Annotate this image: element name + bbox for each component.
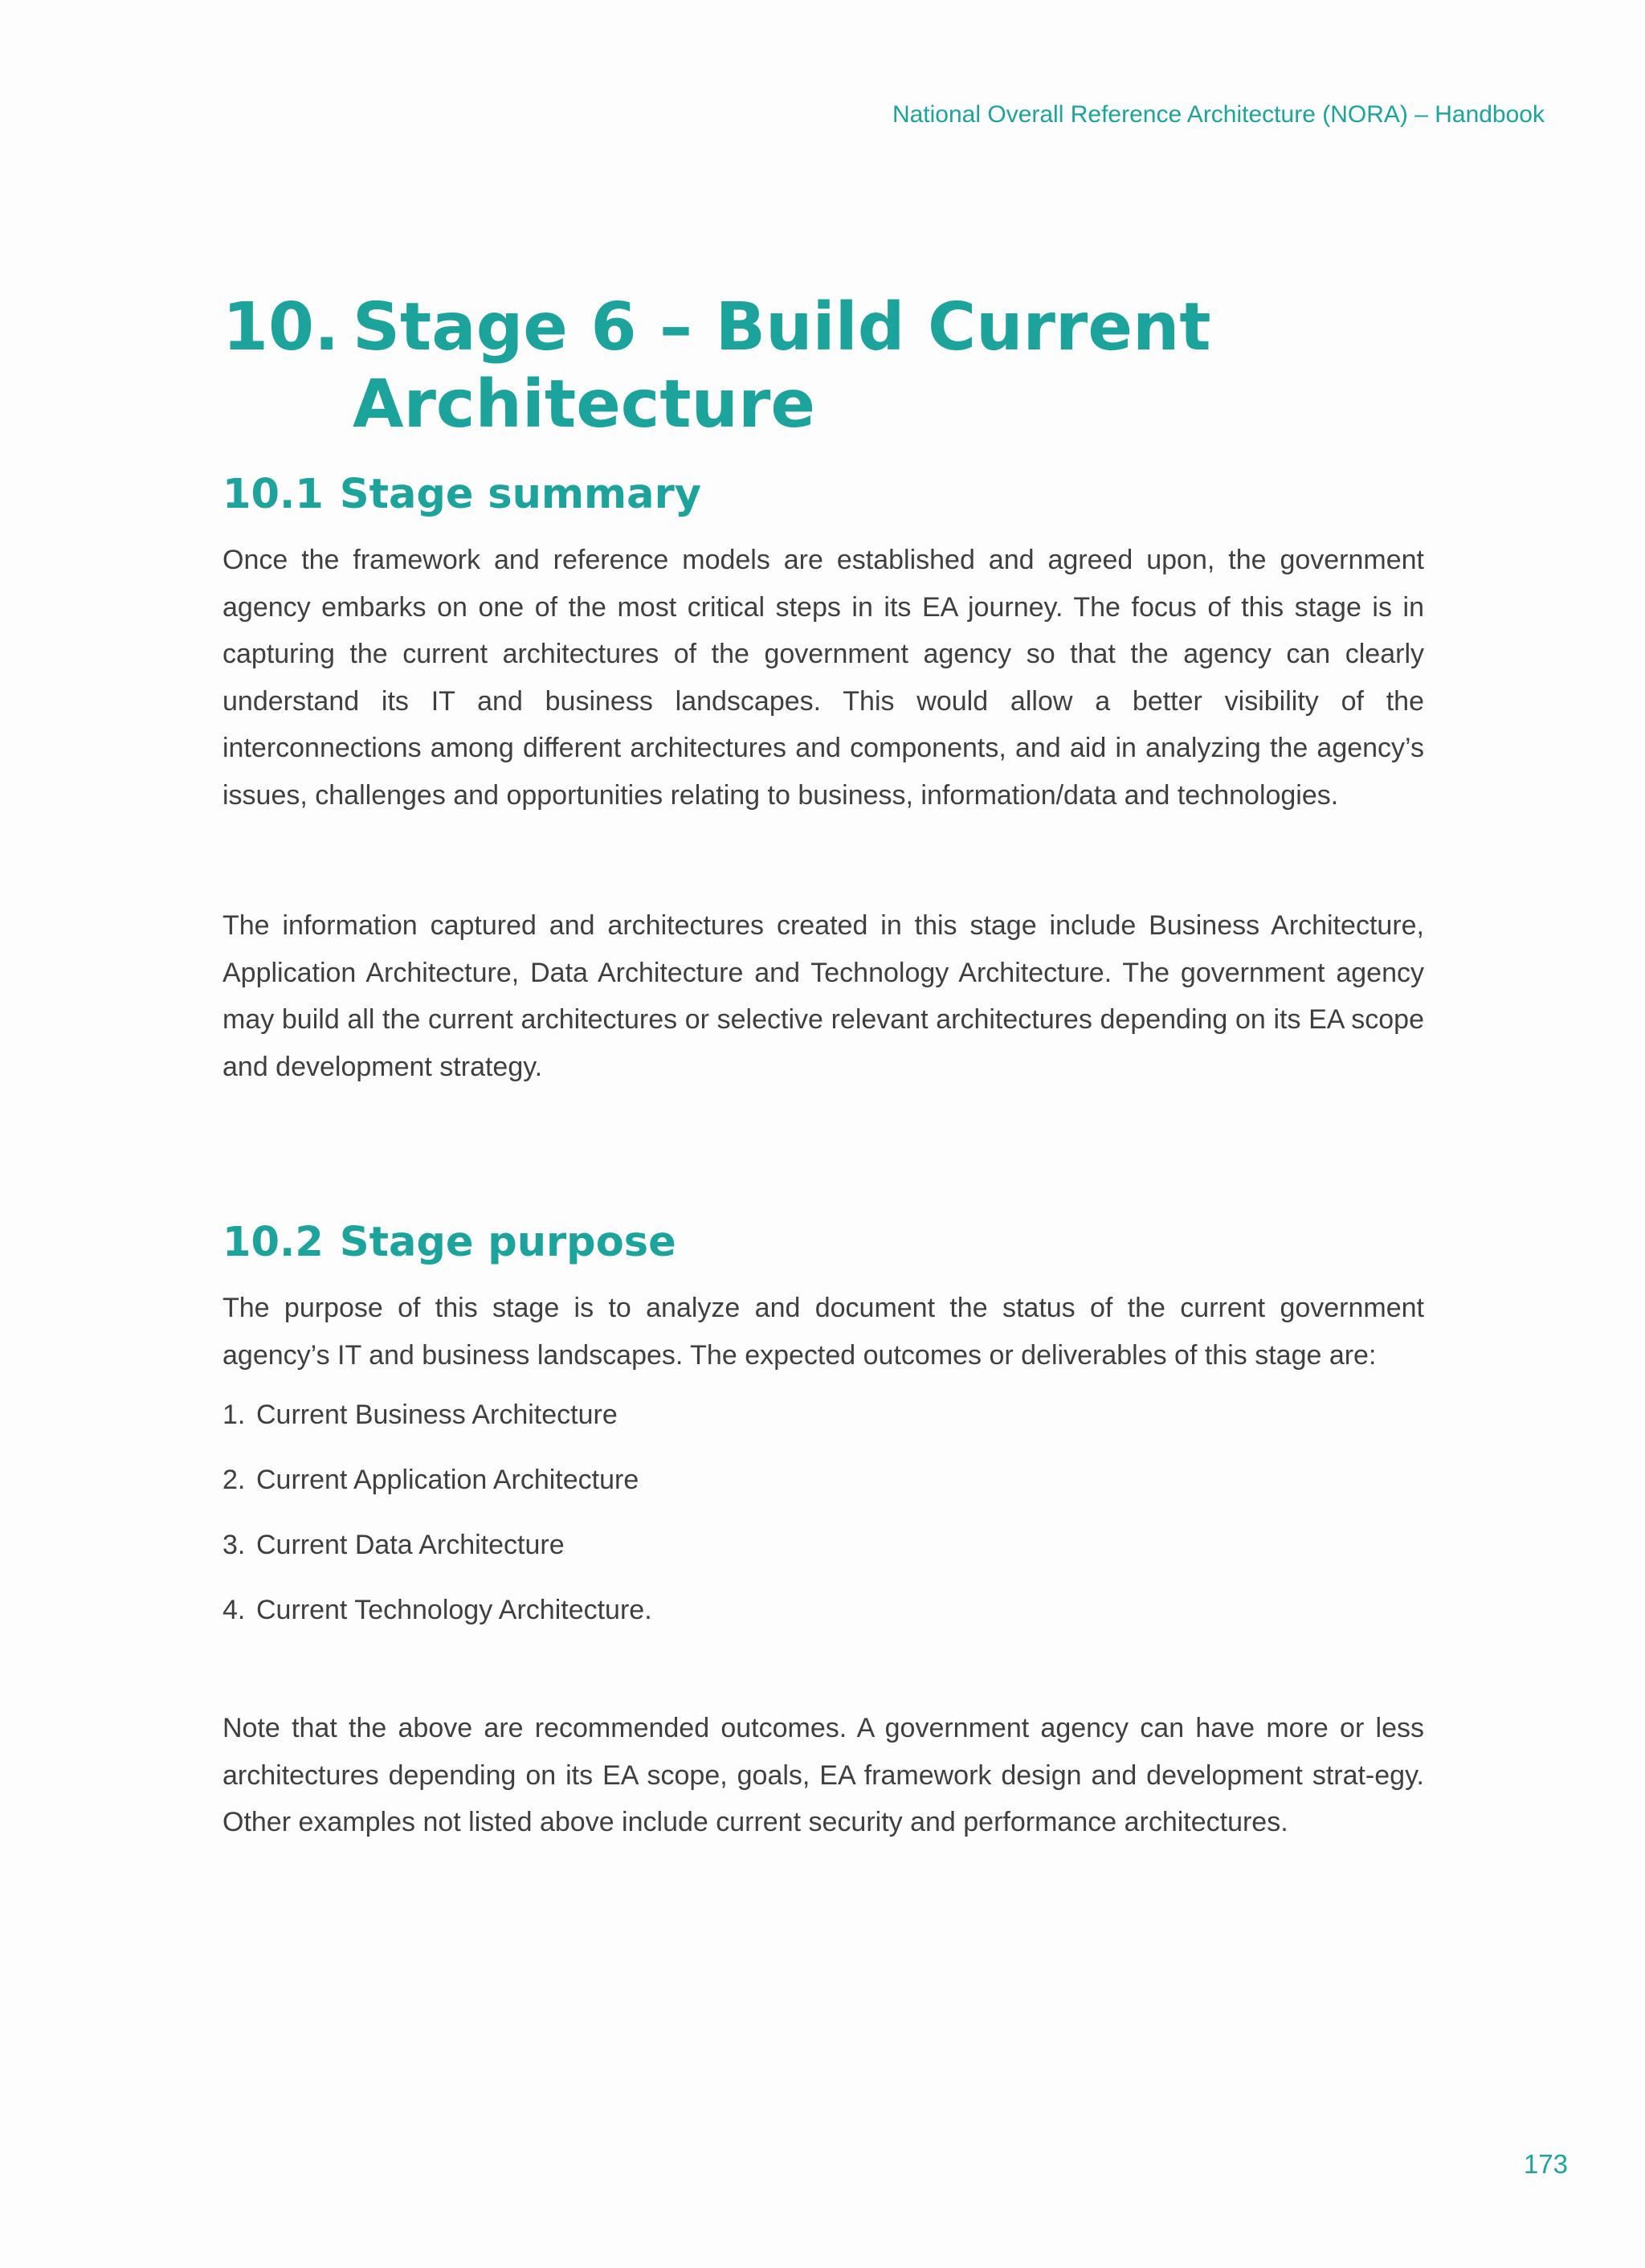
section-number: 10.1 bbox=[222, 471, 324, 518]
chapter-title bbox=[222, 289, 1424, 443]
summary-paragraph-1: Once the framework and reference models are established and agreed upon, the government agency embarks on one of the most critical steps in its EA journey. The focus of this stage is in capturing the current architectures of the government agency so that the agency can clearly understand its IT and business landscapes. This would allow a better visibility of the interconnections among different architectures and components, and aid in analyzing the agency’s issues, challenges and opportunities relating to business, information/data and technologies. bbox=[222, 545, 1424, 811]
page-content bbox=[222, 289, 1424, 1846]
list-item-number: 3. bbox=[222, 1530, 246, 1560]
list-item-number: 4. bbox=[222, 1595, 246, 1625]
section-heading-stage-purpose bbox=[222, 1219, 1424, 1267]
list-item-text: Current Business Architecture bbox=[256, 1400, 618, 1430]
list-item-number: 1. bbox=[222, 1400, 246, 1430]
list-item-number: 2. bbox=[222, 1465, 246, 1495]
summary-paragraph-2: The information captured and architectures created in this stage include Business Architecture, Application Architecture, Data Architecture and Technology Architecture. The government agency may build all the current architectures or selective relevant architectures depending on its EA scope and development strategy. bbox=[222, 910, 1424, 1082]
list-item-text: Current Data Architecture bbox=[256, 1530, 565, 1560]
purpose-intro-paragraph: The purpose of this stage is to analyze and document the status of the current government agency’s IT and business landscapes. The expected outcomes or deliverables of this stage are: bbox=[222, 1293, 1424, 1371]
list-item bbox=[222, 1391, 1424, 1457]
section-title: Stage summary bbox=[339, 471, 701, 518]
list-item bbox=[222, 1522, 1424, 1587]
chapter-number: 10. bbox=[222, 289, 340, 366]
list-item bbox=[222, 1457, 1424, 1522]
note-paragraph: Note that the above are recommended outcomes. A government agency can have more or less architectures depending on its EA scope, goals, EA framework design and development strat-egy. Other examples not listed above include current security and performance architectures. bbox=[222, 1713, 1424, 1837]
chapter-title-text: Stage 6 – Build Current Architecture bbox=[353, 289, 1211, 443]
section-number: 10.2 bbox=[222, 1219, 324, 1266]
list-item bbox=[222, 1587, 1424, 1652]
section-heading-stage-summary bbox=[222, 471, 1424, 519]
list-item-text: Current Technology Architecture. bbox=[256, 1595, 652, 1625]
list-item-text: Current Application Architecture bbox=[256, 1465, 639, 1495]
running-header: National Overall Reference Architecture (NORA) – Handbook bbox=[892, 101, 1545, 128]
stage-summary-body bbox=[222, 537, 1424, 1090]
page-number: 173 bbox=[1523, 2149, 1568, 2179]
section-title: Stage purpose bbox=[339, 1219, 676, 1266]
deliverables-list bbox=[222, 1391, 1424, 1652]
